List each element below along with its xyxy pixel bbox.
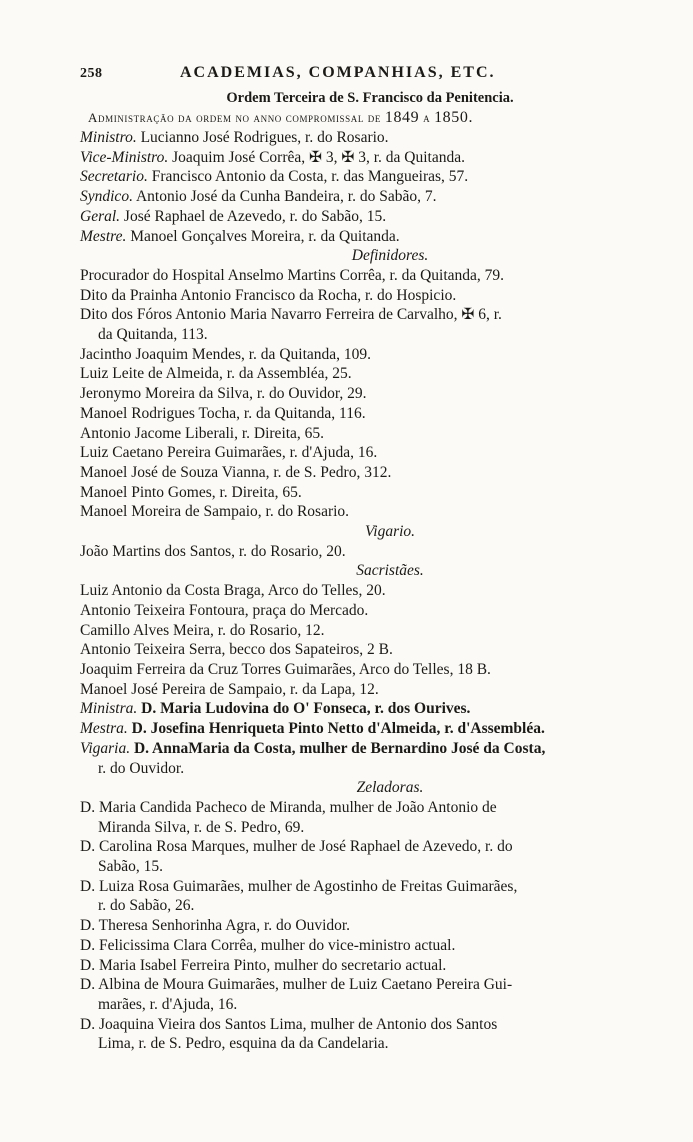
definidores-heading: Definidores.: [351, 247, 429, 265]
zeladora-entry: D. Albina de Moura Guimarães, mulher de Luiz Caetano Pereira Gui-: [80, 976, 513, 994]
sacristao-entry: Luiz Antonio da Costa Braga, Arco do Telles, 20.: [80, 582, 386, 600]
definidor-entry: Jacintho Joaquim Mendes, r. da Quitanda, 109.: [80, 345, 372, 363]
officer-entry: [80, 207, 660, 227]
officer-text: Lucianno José Rodrigues, r. do Rosario.: [136, 129, 389, 146]
zeladoras-heading: Zeladoras.: [356, 779, 424, 797]
officer-role: Vice-Ministro.: [80, 148, 169, 166]
zeladora-entry-continuation: r. do Sabão, 26.: [98, 897, 195, 915]
definidor-entry: Luiz Caetano Pereira Guimarães, r. d'Ajuda, 16.: [80, 444, 378, 462]
zeladora-entry: D. Joaquina Vieira dos Santos Lima, mulher de Antonio dos Santos: [80, 1015, 498, 1033]
officer-entry: [80, 227, 660, 247]
officer-text: Manoel Gonçalves Moreira, r. da Quitanda.: [126, 227, 400, 245]
officers-list: [80, 128, 660, 246]
zeladoras-list: [80, 798, 660, 1054]
administration-line: [80, 108, 660, 128]
section-subtitle: Ordem Terceira de S. Francisco da Penitencia.: [226, 90, 514, 106]
definidor-entry: Jeronymo Moreira da Silva, r. do Ouvidor, 29.: [80, 385, 367, 403]
sacristao-entry: Manoel José Pereira de Sampaio, r. da Lapa, 12.: [80, 680, 379, 698]
definidor-entry: Luiz Leite de Almeida, r. da Assembléa, 25.: [80, 365, 352, 383]
year-from: 1849: [384, 109, 420, 126]
officer-role: Secretario.: [80, 168, 148, 186]
zeladora-entry-continuation: marães, r. d'Ajuda, 16.: [98, 995, 238, 1013]
officer-role: Syndico.: [80, 188, 133, 206]
definidor-entry: Dito dos Fóros Antonio Maria Navarro Ferreira de Carvalho, ✠ 6, r.: [80, 306, 502, 324]
zeladora-entry: D. Felicissima Clara Corrêa, mulher do vice-ministro actual.: [80, 936, 456, 954]
definidores-list: [80, 266, 660, 522]
running-title: ACADEMIAS, COMPANHIAS, ETC.: [180, 64, 496, 81]
lady-officer-entry: [80, 719, 660, 739]
sacristao-entry: Camillo Alves Meira, r. do Rosario, 12.: [80, 621, 325, 639]
zeladora-entry: D. Theresa Senhorinha Agra, r. do Ouvidor.: [80, 917, 351, 935]
vigario-entry: João Martins dos Santos, r. do Rosario, 20.: [80, 542, 346, 560]
administration-text: Administração da ordem no anno compromissal de: [88, 110, 385, 125]
lady-role: Ministra.: [80, 700, 138, 718]
zeladora-entry-continuation: Miranda Silva, r. de S. Pedro, 69.: [98, 818, 305, 836]
lady-text: D. AnnaMaria da Costa, mulher de Bernardino José da Costa,: [130, 739, 546, 757]
officer-entry: [80, 148, 660, 168]
zeladora-entry: D. Carolina Rosa Marques, mulher de José Raphael de Azevedo, r. do: [80, 838, 513, 856]
lady-role: Vigaria.: [80, 739, 131, 757]
lady-officer-entry: [80, 739, 660, 759]
zeladora-entry: D. Luiza Rosa Guimarães, mulher de Agostinho de Freitas Guimarães,: [80, 877, 518, 895]
sacristaes-list: [80, 581, 660, 699]
officer-role: Ministro.: [80, 129, 137, 146]
year-separator: a: [419, 110, 435, 125]
sacristaes-heading: Sacristães.: [356, 562, 424, 580]
sacristao-entry: Antonio Teixeira Fontoura, praça do Mercado.: [80, 601, 369, 619]
sacristao-entry: Antonio Teixeira Serra, becco dos Sapateiros, 2 B.: [80, 641, 393, 659]
definidor-entry: Manoel Pinto Gomes, r. Direita, 65.: [80, 483, 302, 501]
page-header: [80, 60, 660, 86]
officer-text: José Raphael de Azevedo, r. do Sabão, 15.: [120, 207, 387, 225]
officer-entry: [80, 167, 660, 187]
lady-text: D. Maria Ludovina do O' Fonseca, r. dos Ourives.: [137, 700, 471, 718]
officer-role: Geral.: [80, 207, 121, 225]
lady-entry-continuation: r. do Ouvidor.: [98, 759, 185, 777]
officer-entry: [80, 128, 660, 148]
officer-role: Mestre.: [80, 227, 127, 245]
officer-text: Joaquim José Corrêa, ✠ 3, ✠ 3, r. da Quitanda.: [168, 148, 465, 166]
officer-text: Antonio José da Cunha Bandeira, r. do Sabão, 7.: [132, 188, 437, 206]
ladies-officers-list: [80, 699, 660, 778]
definidor-entry: Dito da Prainha Antonio Francisco da Rocha, r. do Hospicio.: [80, 286, 457, 304]
definidor-entry: Procurador do Hospital Anselmo Martins Corrêa, r. da Quitanda, 79.: [80, 266, 505, 284]
lady-role: Mestra.: [80, 720, 128, 738]
vigario-heading: Vigario.: [364, 523, 416, 541]
zeladora-entry-continuation: Sabão, 15.: [98, 858, 164, 876]
officer-entry: [80, 187, 660, 207]
text-column: [80, 60, 660, 1054]
definidor-entry: Manoel Rodrigues Tocha, r. da Quitanda, 116.: [80, 404, 366, 422]
page-number: 258: [80, 66, 103, 81]
zeladora-entry: D. Maria Candida Pacheco de Miranda, mulher de João Antonio de: [80, 798, 497, 816]
zeladora-entry: D. Maria Isabel Ferreira Pinto, mulher do secretario actual.: [80, 956, 447, 974]
lady-officer-entry: [80, 699, 660, 719]
definidor-entry-continuation: da Quitanda, 113.: [98, 326, 208, 344]
zeladora-entry-continuation: Lima, r. de S. Pedro, esquina da da Candelaria.: [98, 1035, 389, 1053]
definidor-entry: Antonio Jacome Liberali, r. Direita, 65.: [80, 424, 325, 442]
year-to: 1850.: [434, 109, 474, 126]
officer-text: Francisco Antonio da Costa, r. das Mangueiras, 57.: [147, 168, 469, 186]
sacristao-entry: Joaquim Ferreira da Cruz Torres Guimarães, Arco do Telles, 18 B.: [80, 660, 491, 678]
definidor-entry: Manoel Moreira de Sampaio, r. do Rosario.: [80, 503, 350, 521]
lady-text: D. Josefina Henriqueta Pinto Netto d'Almeida, r. d'Assembléa.: [127, 720, 545, 738]
definidor-entry: Manoel José de Souza Vianna, r. de S. Pedro, 312.: [80, 463, 392, 481]
